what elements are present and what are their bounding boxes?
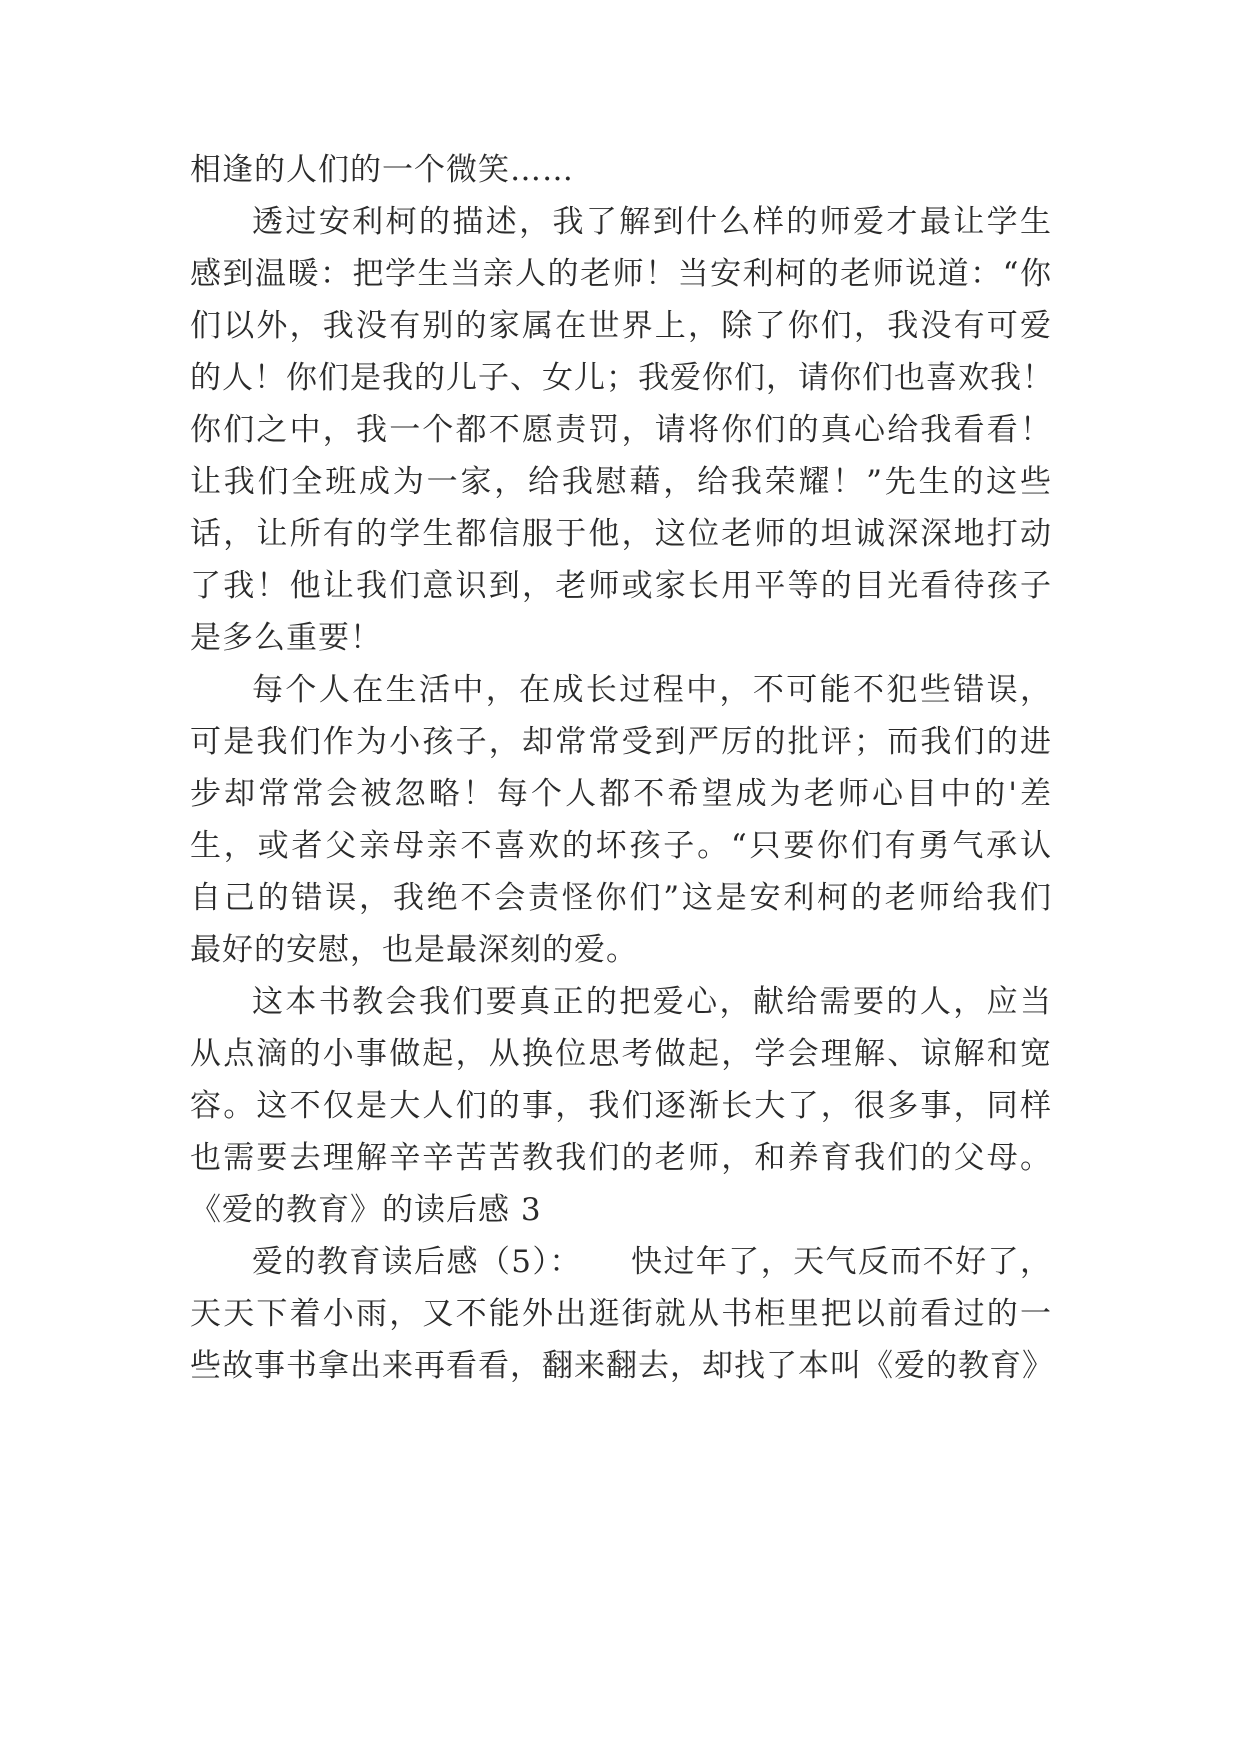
text-line: 些故事书拿出来再看看，翻来翻去，却找了本叫《爱的教育》	[190, 1348, 1054, 1384]
paragraph-first-line: 每个人在生活中，在成长过程中，不可能不犯些错误，	[252, 672, 1052, 708]
paragraph-first-line: 这本书教会我们要真正的把爱心，献给需要的人，应当	[252, 984, 1052, 1020]
text-line: 让我们全班成为一家，给我慰藉，给我荣耀！”先生的这些	[190, 464, 1052, 500]
text-line: 了我！他让我们意识到，老师或家长用平等的目光看待孩子	[190, 568, 1052, 604]
text-line: 相逢的人们的一个微笑……	[190, 152, 574, 188]
text-line: 感到温暖：把学生当亲人的老师！当安利柯的老师说道：“你	[190, 256, 1052, 292]
paragraph-first-line: 透过安利柯的描述，我了解到什么样的师爱才最让学生	[252, 204, 1052, 240]
text-line: 的人！你们是我的儿子、女儿；我爱你们，请你们也喜欢我！	[190, 360, 1054, 396]
text-line: 步却常常会被忽略！每个人都不希望成为老师心目中的'差	[190, 776, 1052, 812]
section-heading: 《爱的教育》的读后感 3	[190, 1192, 542, 1228]
paragraph-first-line: 爱的教育读后感（5）： 快过年了，天气反而不好了，	[252, 1244, 1052, 1280]
text-line: 从点滴的小事做起，从换位思考做起，学会理解、谅解和宽	[190, 1036, 1052, 1072]
text-line: 话，让所有的学生都信服于他，这位老师的坦诚深深地打动	[190, 516, 1052, 552]
text-line: 自己的错误，我绝不会责怪你们”这是安利柯的老师给我们	[190, 880, 1052, 916]
text-line: 天天下着小雨，又不能外出逛街就从书柜里把以前看过的一	[190, 1296, 1052, 1332]
text-line: 可是我们作为小孩子，却常常受到严厉的批评；而我们的进	[190, 724, 1052, 760]
text-line: 容。这不仅是大人们的事，我们逐渐长大了，很多事，同样	[190, 1088, 1052, 1124]
text-line: 你们之中，我一个都不愿责罚，请将你们的真心给我看看！	[190, 412, 1052, 448]
text-line: 最好的安慰，也是最深刻的爱。	[190, 932, 638, 968]
text-line: 们以外，我没有别的家属在世界上，除了你们，我没有可爱	[190, 308, 1052, 344]
text-line: 也需要去理解辛辛苦苦教我们的老师，和养育我们的父母。	[190, 1140, 1052, 1176]
text-line: 生，或者父亲母亲不喜欢的坏孩子。“只要你们有勇气承认	[190, 828, 1052, 864]
text-line: 是多么重要！	[190, 620, 382, 656]
